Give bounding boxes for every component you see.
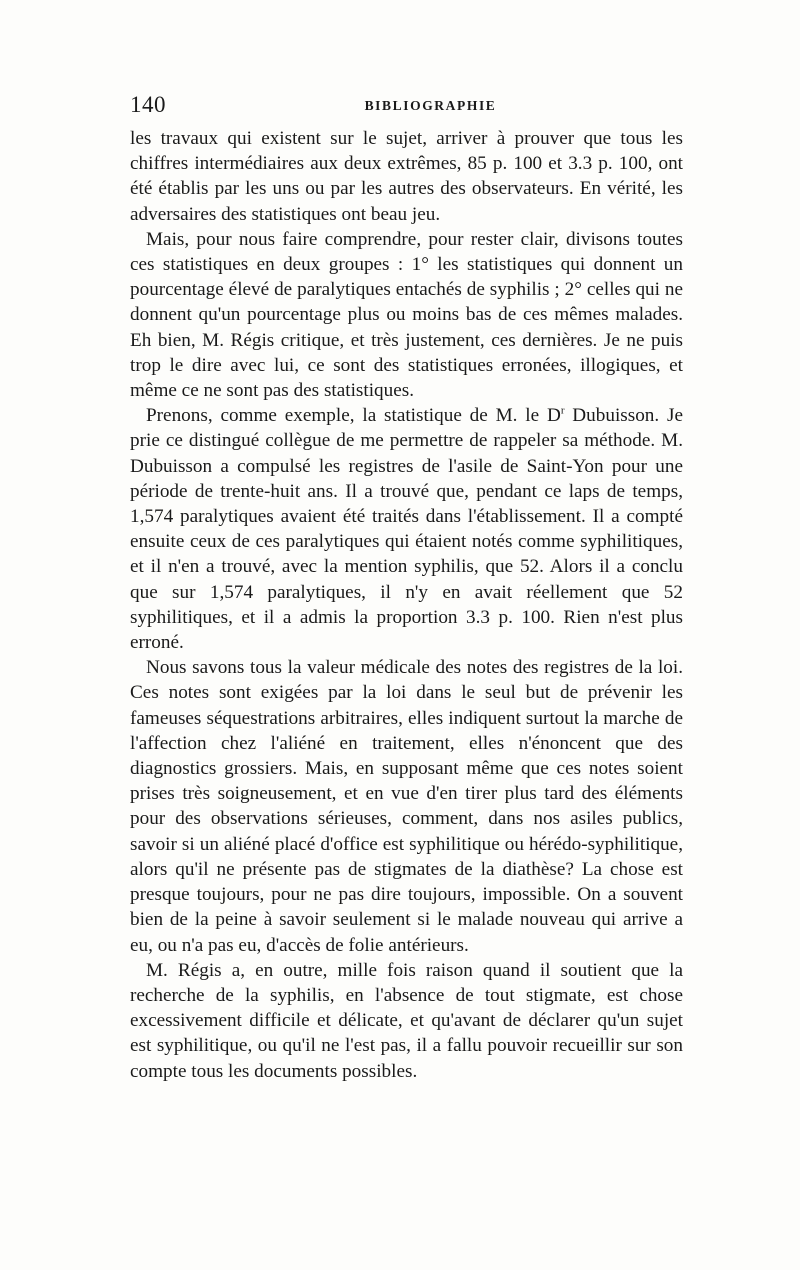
page-number: 140 [130,92,166,117]
paragraph-5: M. Régis a, en outre, mille fois raison quand il soutient que la recherche de la syphilis, en l'absence de tout stigmate, est chose excessivement difficile et délicate, et qu'avant de déclarer qu'un sujet est syphilitique, ou qu'il ne l'est pas, il a fallu pouvoir recueillir sur son compte tous les documents possibles. [130,959,683,1082]
section-title: BIBLIOGRAPHIE [364,98,497,113]
body-text [130,126,683,1084]
running-head [118,92,683,122]
paragraph-3-start: Prenons, comme exemple, la statistique de M. le D [146,405,561,427]
paragraph-3-rest: Dubuisson. Je prie ce distingué collègue de me permettre de rappeler sa méthode. M. Dubuisson a compulsé les registres de l'asile de Saint-Yon pour une période de trente-huit ans. Il a trouvé que, pendant ce laps de temps, 1,574 paralytiques avaient été traités dans l'établissement. Il a compté ensuite ceux de ces paralytiques qui étaient notés comme syphilitiques, et il n'en a trouvé, avec la mention syphilis, que 52. Alors il a conclu que sur 1,574 paralytiques, il n'y en avait réellement que 52 syphilitiques, et il a admis la proportion 3.3 p. 100. Rien n'est plus erroné. [130,405,684,654]
paragraph-4: Nous savons tous la valeur médicale des notes des registres de la loi. Ces notes sont exigées par la loi dans le seul but de prévenir les fameuses séquestrations arbitraires, elles indiquent surtout la marche de l'affection chez l'aliéné en traitement, elles n'énoncent que des diagnostics grossiers. Mais, en supposant même que ces notes soient prises très soigneusement, et en vue d'en tirer plus tard des éléments pour des observations sérieuses, comment, dans nos asiles publics, savoir si un aliéné placé d'office est syphilitique ou hérédo-syphilitique, alors qu'il ne présente pas de stigmates de la diathèse? La chose est presque toujours, pour ne pas dire toujours, impossible. On a souvent bien de la peine à savoir seulement si le malade nouveau qui arrive a eu, ou n'a pas eu, d'accès de folie antérieurs. [130,657,683,956]
paragraph-3 [130,403,683,655]
paragraph-1: les travaux qui existent sur le sujet, arriver à prouver que tous les chiffres intermédiaires aux deux extrêmes, 85 p. 100 et 3.3 p. 100, ont été établis par les uns ou par les autres des observateurs. En vérité, les adversaires des statistiques ont beau jeu. [130,128,683,225]
paragraph-2: Mais, pour nous faire comprendre, pour rester clair, divisons toutes ces statistiques en deux groupes : 1° les statistiques qui donnent un pourcentage élevé de paralytiques entachés de syphilis ; 2° celles qui ne donnent qu'un pourcentage plus ou moins bas de ces mêmes malades. Eh bien, M. Régis critique, et très justement, ces dernières. Je ne puis trop le dire avec lui, ce sont des statistiques erronées, illogiques, et même ce ne sont pas des statistiques. [130,228,683,402]
doctor-abbrev-superscript: r [560,404,565,417]
